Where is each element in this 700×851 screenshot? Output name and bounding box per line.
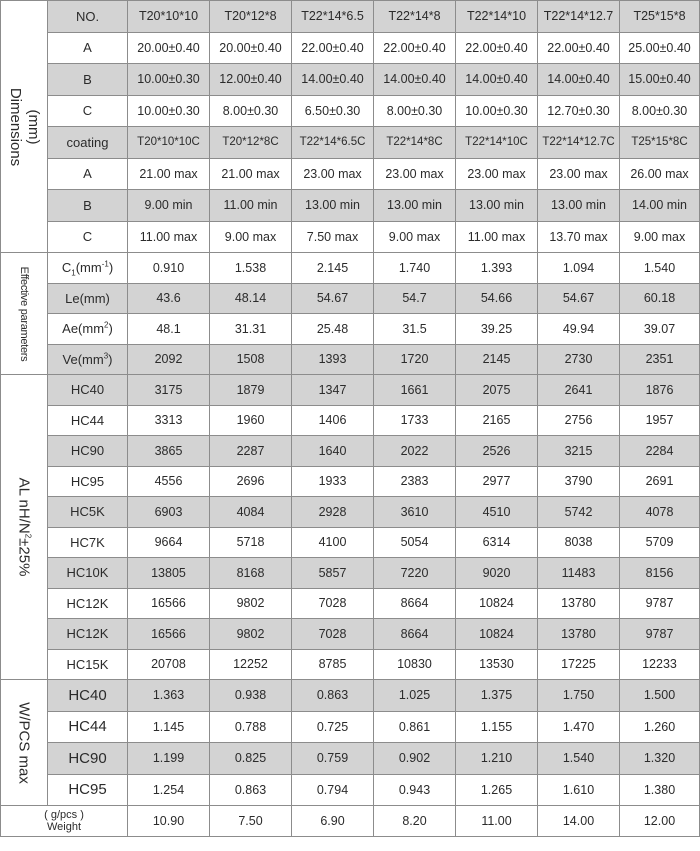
- value-cell: 1.094: [538, 253, 620, 284]
- value-cell: 9.00 max: [620, 221, 700, 253]
- table-row: [1, 127, 700, 159]
- value-cell: 1960: [210, 405, 292, 436]
- value-cell: 23.00 max: [456, 158, 538, 190]
- value-cell: 1.320: [620, 743, 700, 775]
- value-cell: 2.145: [292, 253, 374, 284]
- value-cell: 8.00±0.30: [374, 95, 456, 127]
- value-cell: 2383: [374, 466, 456, 497]
- table-row: [1, 527, 700, 558]
- value-cell: 4556: [128, 466, 210, 497]
- row-label: HC90: [48, 743, 128, 775]
- row-label: HC95: [48, 774, 128, 806]
- table-row: [1, 806, 700, 837]
- value-cell: 2526: [456, 436, 538, 467]
- value-cell: 60.18: [620, 283, 700, 314]
- value-cell: 7.50: [210, 806, 292, 837]
- value-cell: 4084: [210, 497, 292, 528]
- al-label: AL $nH/N^2\pm 25\%$: [15, 477, 33, 577]
- value-cell: T22*14*6.5: [292, 1, 374, 33]
- value-cell: 8038: [538, 527, 620, 558]
- dimensions-label: Dimensions: [7, 87, 24, 166]
- value-cell: 10824: [456, 588, 538, 619]
- value-cell: T22*14*10: [456, 1, 538, 33]
- value-cell: 14.00±0.40: [456, 64, 538, 96]
- value-cell: 1.265: [456, 774, 538, 806]
- value-cell: 1.145: [128, 711, 210, 743]
- value-cell: 0.825: [210, 743, 292, 775]
- value-cell: 2075: [456, 375, 538, 406]
- value-cell: T25*15*8: [620, 1, 700, 33]
- value-cell: 1640: [292, 436, 374, 467]
- value-cell: 2287: [210, 436, 292, 467]
- value-cell: 20.00±0.40: [210, 32, 292, 64]
- value-cell: 1957: [620, 405, 700, 436]
- value-cell: 11.00 min: [210, 190, 292, 222]
- value-cell: 12.70±0.30: [538, 95, 620, 127]
- value-cell: 2145: [456, 344, 538, 375]
- table-row: [1, 1, 700, 33]
- value-cell: 13.70 max: [538, 221, 620, 253]
- table-row: [1, 680, 700, 712]
- section-al: [1, 375, 48, 680]
- value-cell: 5709: [620, 527, 700, 558]
- table-row: [1, 405, 700, 436]
- row-label: NO.: [48, 1, 128, 33]
- value-cell: 0.863: [210, 774, 292, 806]
- value-cell: 25.48: [292, 314, 374, 345]
- value-cell: 7028: [292, 619, 374, 650]
- value-cell: 4510: [456, 497, 538, 528]
- table-row: [1, 158, 700, 190]
- value-cell: 0.861: [374, 711, 456, 743]
- value-cell: 13.00 min: [538, 190, 620, 222]
- value-cell: 1733: [374, 405, 456, 436]
- section-effective: [1, 253, 48, 375]
- dimensions-unit: (mm): [25, 109, 42, 144]
- row-label: HC5K: [48, 497, 128, 528]
- value-cell: 2928: [292, 497, 374, 528]
- value-cell: 10.00±0.30: [128, 95, 210, 127]
- row-label: HC44: [48, 405, 128, 436]
- value-cell: T22*14*12.7C: [538, 127, 620, 159]
- value-cell: 1933: [292, 466, 374, 497]
- table-row: [1, 588, 700, 619]
- value-cell: 12.00±0.40: [210, 64, 292, 96]
- table-row: [1, 774, 700, 806]
- value-cell: 1.540: [620, 253, 700, 284]
- value-cell: T20*10*10: [128, 1, 210, 33]
- value-cell: 9.00 max: [374, 221, 456, 253]
- value-cell: 0.863: [292, 680, 374, 712]
- value-cell: 1.393: [456, 253, 538, 284]
- value-cell: 5857: [292, 558, 374, 589]
- value-cell: 7.50 max: [292, 221, 374, 253]
- value-cell: 14.00±0.40: [292, 64, 374, 96]
- value-cell: 23.00 max: [538, 158, 620, 190]
- section-dimensions: [1, 1, 48, 253]
- value-cell: 1.538: [210, 253, 292, 284]
- value-cell: 1.025: [374, 680, 456, 712]
- table-row: [1, 314, 700, 345]
- value-cell: 12.00: [620, 806, 700, 837]
- value-cell: 3610: [374, 497, 456, 528]
- value-cell: 26.00 max: [620, 158, 700, 190]
- value-cell: 5054: [374, 527, 456, 558]
- value-cell: 2641: [538, 375, 620, 406]
- table-row: [1, 375, 700, 406]
- value-cell: 1.610: [538, 774, 620, 806]
- row-label: B: [48, 64, 128, 96]
- value-cell: 13.00 min: [456, 190, 538, 222]
- value-cell: 1.375: [456, 680, 538, 712]
- value-cell: 8.00±0.30: [620, 95, 700, 127]
- value-cell: 17225: [538, 649, 620, 680]
- value-cell: 3215: [538, 436, 620, 467]
- value-cell: 16566: [128, 588, 210, 619]
- value-cell: 22.00±0.40: [538, 32, 620, 64]
- row-label: HC7K: [48, 527, 128, 558]
- value-cell: 2696: [210, 466, 292, 497]
- value-cell: 54.7: [374, 283, 456, 314]
- value-cell: 1.500: [620, 680, 700, 712]
- value-cell: 3790: [538, 466, 620, 497]
- value-cell: 0.794: [292, 774, 374, 806]
- value-cell: 22.00±0.40: [456, 32, 538, 64]
- value-cell: 14.00±0.40: [538, 64, 620, 96]
- value-cell: 1.740: [374, 253, 456, 284]
- value-cell: 4078: [620, 497, 700, 528]
- value-cell: 1508: [210, 344, 292, 375]
- value-cell: T20*10*10C: [128, 127, 210, 159]
- section-wpcs: [1, 680, 48, 806]
- value-cell: 2730: [538, 344, 620, 375]
- value-cell: 2022: [374, 436, 456, 467]
- value-cell: 9787: [620, 619, 700, 650]
- row-label: A: [48, 32, 128, 64]
- value-cell: 39.07: [620, 314, 700, 345]
- value-cell: 6903: [128, 497, 210, 528]
- value-cell: 1.363: [128, 680, 210, 712]
- value-cell: 0.938: [210, 680, 292, 712]
- value-cell: 11.00 max: [456, 221, 538, 253]
- value-cell: 20708: [128, 649, 210, 680]
- row-label: HC12K: [48, 588, 128, 619]
- row-label: Le(mm): [48, 283, 128, 314]
- row-label: $Ve(mm^3)$: [48, 344, 128, 375]
- row-label: C: [48, 95, 128, 127]
- value-cell: 1.540: [538, 743, 620, 775]
- value-cell: 43.6: [128, 283, 210, 314]
- value-cell: 21.00 max: [128, 158, 210, 190]
- table-row: [1, 743, 700, 775]
- value-cell: 5742: [538, 497, 620, 528]
- value-cell: T22*14*10C: [456, 127, 538, 159]
- value-cell: 14.00 min: [620, 190, 700, 222]
- value-cell: 7220: [374, 558, 456, 589]
- value-cell: 13.00 min: [292, 190, 374, 222]
- value-cell: 31.5: [374, 314, 456, 345]
- value-cell: 0.788: [210, 711, 292, 743]
- value-cell: T20*12*8C: [210, 127, 292, 159]
- value-cell: 12252: [210, 649, 292, 680]
- value-cell: 1.155: [456, 711, 538, 743]
- value-cell: 8156: [620, 558, 700, 589]
- table-row: [1, 466, 700, 497]
- row-label: $C_1(mm^{-1})$: [48, 253, 128, 284]
- row-label: coating: [48, 127, 128, 159]
- value-cell: 16566: [128, 619, 210, 650]
- value-cell: 49.94: [538, 314, 620, 345]
- value-cell: T22*14*8C: [374, 127, 456, 159]
- value-cell: 20.00±0.40: [128, 32, 210, 64]
- value-cell: 9.00 max: [210, 221, 292, 253]
- value-cell: 0.759: [292, 743, 374, 775]
- value-cell: 13.00 min: [374, 190, 456, 222]
- value-cell: T22*14*12.7: [538, 1, 620, 33]
- value-cell: 2284: [620, 436, 700, 467]
- value-cell: 11.00 max: [128, 221, 210, 253]
- table-row: [1, 711, 700, 743]
- value-cell: 8664: [374, 588, 456, 619]
- value-cell: 3313: [128, 405, 210, 436]
- value-cell: 2977: [456, 466, 538, 497]
- table-row: [1, 344, 700, 375]
- table-row: [1, 619, 700, 650]
- row-label: C: [48, 221, 128, 253]
- value-cell: 9020: [456, 558, 538, 589]
- value-cell: 23.00 max: [374, 158, 456, 190]
- value-cell: 10.90: [128, 806, 210, 837]
- row-label: $Ae(mm^2)$: [48, 314, 128, 345]
- value-cell: T22*14*8: [374, 1, 456, 33]
- row-label: HC40: [48, 680, 128, 712]
- value-cell: 9802: [210, 588, 292, 619]
- row-label: HC95: [48, 466, 128, 497]
- table-row: [1, 253, 700, 284]
- value-cell: 0.943: [374, 774, 456, 806]
- value-cell: 9.00 min: [128, 190, 210, 222]
- value-cell: 14.00±0.40: [374, 64, 456, 96]
- row-label: HC15K: [48, 649, 128, 680]
- value-cell: 1.254: [128, 774, 210, 806]
- value-cell: 2691: [620, 466, 700, 497]
- value-cell: 1.210: [456, 743, 538, 775]
- value-cell: 15.00±0.40: [620, 64, 700, 96]
- value-cell: 1406: [292, 405, 374, 436]
- value-cell: 1879: [210, 375, 292, 406]
- value-cell: 13780: [538, 619, 620, 650]
- value-cell: 39.25: [456, 314, 538, 345]
- value-cell: 1876: [620, 375, 700, 406]
- value-cell: 6314: [456, 527, 538, 558]
- weight-label: ( g/pcs ) Weight: [1, 806, 128, 837]
- value-cell: 4100: [292, 527, 374, 558]
- value-cell: 0.725: [292, 711, 374, 743]
- row-label: HC44: [48, 711, 128, 743]
- value-cell: 6.90: [292, 806, 374, 837]
- value-cell: 1.750: [538, 680, 620, 712]
- row-label: B: [48, 190, 128, 222]
- value-cell: 2092: [128, 344, 210, 375]
- wpcs-label: W/PCS max: [15, 701, 33, 784]
- value-cell: 0.902: [374, 743, 456, 775]
- table-row: [1, 64, 700, 96]
- value-cell: 12233: [620, 649, 700, 680]
- row-label: HC40: [48, 375, 128, 406]
- table-row: [1, 32, 700, 64]
- value-cell: 22.00±0.40: [374, 32, 456, 64]
- value-cell: 54.66: [456, 283, 538, 314]
- value-cell: 31.31: [210, 314, 292, 345]
- value-cell: 9787: [620, 588, 700, 619]
- value-cell: 1393: [292, 344, 374, 375]
- value-cell: 10830: [374, 649, 456, 680]
- value-cell: 13805: [128, 558, 210, 589]
- value-cell: 22.00±0.40: [292, 32, 374, 64]
- value-cell: 13780: [538, 588, 620, 619]
- value-cell: 6.50±0.30: [292, 95, 374, 127]
- value-cell: 1.470: [538, 711, 620, 743]
- value-cell: 14.00: [538, 806, 620, 837]
- value-cell: 10.00±0.30: [128, 64, 210, 96]
- value-cell: 1661: [374, 375, 456, 406]
- value-cell: 21.00 max: [210, 158, 292, 190]
- value-cell: 2351: [620, 344, 700, 375]
- value-cell: 8.20: [374, 806, 456, 837]
- value-cell: T20*12*8: [210, 1, 292, 33]
- value-cell: 3175: [128, 375, 210, 406]
- value-cell: 1347: [292, 375, 374, 406]
- effective-label: Effective parameters: [18, 266, 30, 361]
- value-cell: 1.380: [620, 774, 700, 806]
- table-row: [1, 497, 700, 528]
- value-cell: 1.199: [128, 743, 210, 775]
- value-cell: 11.00: [456, 806, 538, 837]
- value-cell: 1.260: [620, 711, 700, 743]
- value-cell: 7028: [292, 588, 374, 619]
- value-cell: 8785: [292, 649, 374, 680]
- table-row: [1, 221, 700, 253]
- value-cell: 8.00±0.30: [210, 95, 292, 127]
- row-label: HC12K: [48, 619, 128, 650]
- value-cell: 48.1: [128, 314, 210, 345]
- value-cell: 54.67: [292, 283, 374, 314]
- value-cell: 1720: [374, 344, 456, 375]
- value-cell: 0.910: [128, 253, 210, 284]
- row-label: HC90: [48, 436, 128, 467]
- table-row: [1, 649, 700, 680]
- value-cell: 2756: [538, 405, 620, 436]
- value-cell: 8168: [210, 558, 292, 589]
- value-cell: 25.00±0.40: [620, 32, 700, 64]
- row-label: HC10K: [48, 558, 128, 589]
- table-row: [1, 436, 700, 467]
- value-cell: 11483: [538, 558, 620, 589]
- value-cell: 48.14: [210, 283, 292, 314]
- value-cell: 8664: [374, 619, 456, 650]
- row-label: A: [48, 158, 128, 190]
- value-cell: 9802: [210, 619, 292, 650]
- table-row: [1, 283, 700, 314]
- table-row: [1, 190, 700, 222]
- value-cell: 5718: [210, 527, 292, 558]
- value-cell: 23.00 max: [292, 158, 374, 190]
- table-row: [1, 95, 700, 127]
- value-cell: T22*14*6.5C: [292, 127, 374, 159]
- value-cell: 3865: [128, 436, 210, 467]
- value-cell: 10824: [456, 619, 538, 650]
- table-row: [1, 558, 700, 589]
- value-cell: 13530: [456, 649, 538, 680]
- value-cell: 2165: [456, 405, 538, 436]
- value-cell: T25*15*8C: [620, 127, 700, 159]
- value-cell: 54.67: [538, 283, 620, 314]
- value-cell: 10.00±0.30: [456, 95, 538, 127]
- value-cell: 9664: [128, 527, 210, 558]
